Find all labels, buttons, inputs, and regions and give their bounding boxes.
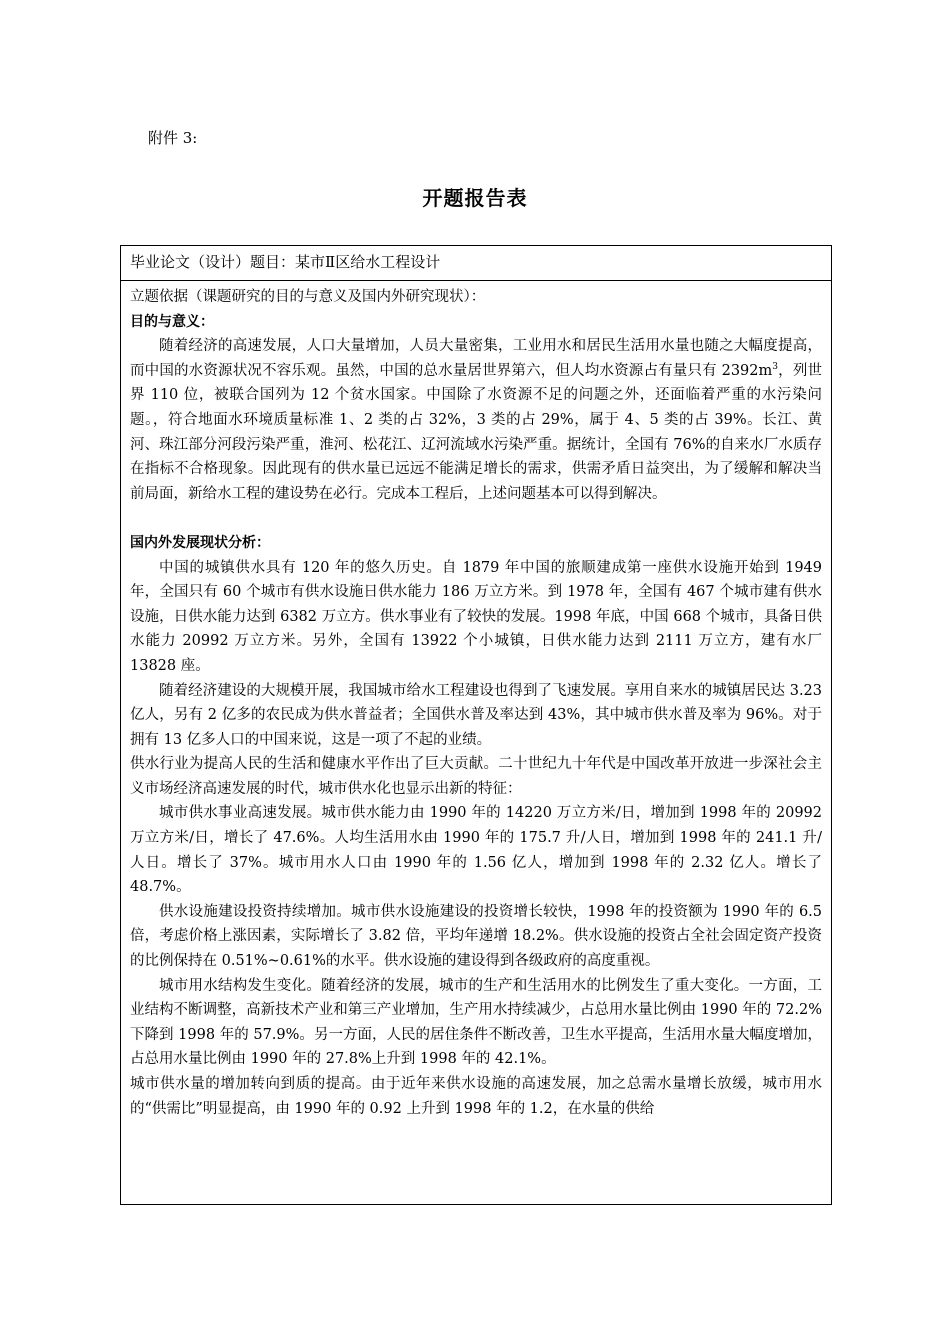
cubic-superscript: 3 xyxy=(772,361,778,372)
purpose-text-a: 随着经济的高速发展，人口大量增加，人员大量密集，工业用水和居民生活用水量也随之大幅度提高，而中国的水资源状况不容乐观。虽然，中国的总水量居世界第六，但人均水资源占有量只有 2392m xyxy=(130,338,822,379)
proposal-form-table xyxy=(120,245,832,1205)
rapid-development-paragraph: 随着经济建设的大规模开展，我国城市给水工程建设也得到了飞速发展。享用自来水的城镇居民达 3.23 亿人，另有 2 亿多的农民成为供水普益者；全国供水普及率达到 43%，其中城市供水普及率为 96%。对于拥有 13 亿多人口的中国来说，这是一项了不起的业绩。 xyxy=(130,682,822,748)
quality-paragraph: 城市供水量的增加转向到质的提高。由于近年来供水设施的高速发展，加之总需水量增长放缓，城市用水的“供需比”明显提高，由 1990 年的 0.92 上升到 1998 年的 1.2，在水量的供给 xyxy=(130,1076,822,1117)
contribution-paragraph: 供水行业为提高人民的生活和健康水平作出了巨大贡献。二十世纪九十年代是中国改革开放进一步深社会主义市场经济高速发展的时代，城市供水化也显示出新的特征： xyxy=(130,756,822,797)
purpose-paragraph xyxy=(130,334,822,506)
thesis-topic-row: 毕业论文（设计）题目：某市Ⅱ区给水工程设计 xyxy=(121,246,831,281)
investment-paragraph: 供水设施建设投资持续增加。城市供水设施建设的投资增长较快，1998 年的投资额为 1990 年的 6.5 倍，考虑价格上涨因素，实际增长了 3.82 倍，平均年递增 18.2%。供水设施的投资占全社会固定资产投资的比例保持在 0.51%~0.61%的水平。供水设施的建设得到各级政府的高度重视。 xyxy=(130,903,822,970)
history-paragraph: 中国的城镇供水具有 120 年的悠久历史。自 1879 年中国的旅顺建成第一座供水设施开始到 1949 年，全国只有 60 个城市有供水设施日供水能力 186 万立方米。到 1978 年，全国有 467 个城市建有供水设施，日供水能力达到 6382 万立方。供水事业有了较快的发展。1998 年底，中国 668 个城市，具备日供水能力 20992 万立方米。另外，全国有 13922 个小城镇，日供水能力达到 2111 万立方，建有水厂 13828 座。 xyxy=(130,559,822,674)
basis-label: 立题依据（课题研究的目的与意义及国内外研究现状）： xyxy=(130,289,486,305)
document-title: 开题报告表 xyxy=(422,186,528,210)
capacity-paragraph: 城市供水事业高速发展。城市供水能力由 1990 年的 14220 万立方米/日，增加到 1998 年的 20992 万立方米/日，增长了 47.6%。人均生活用水由 1990 年的 175.7 升/人日，增加到 1998 年的 241.1 升/人日。增长了 37%。城市用水人口由 1990 年的 1.56 亿人，增加到 1998 年的 2.32 亿人。增长了 48.7%。 xyxy=(130,805,822,896)
purpose-text-b: ，列世界 110 位，被联合国列为 12 个贫水国家。中国除了水资源不足的问题之外，还面临着严重的水污染问题。，符合地面水环境质量标准 1、2 类的占 32%，3 类的占 29%，属于 4、5 类的占 39%。长江、黄河、珠江部分河段污染严重，淮河、松花江、辽河流域水污染严重。据统计，全国有 76%的自来水厂水质存在指标不合格现象。因此现有的供水量已远远不能满足增长的需求，供需矛盾日益突出，为了缓解和解决当前局面，新给水工程的建设势在必行。完成本工程后，上述问题基本可以得到解决。 xyxy=(130,362,822,502)
attachment-label: 附件 3: xyxy=(148,129,198,147)
purpose-heading: 目的与意义： xyxy=(130,313,214,330)
basis-content-cell xyxy=(121,281,831,1121)
status-heading: 国内外发展现状分析： xyxy=(130,534,270,551)
structure-paragraph: 城市用水结构发生变化。随着经济的发展，城市的生产和生活用水的比例发生了重大变化。一方面，工业结构不断调整，高新技术产业和第三产业增加，生产用水持续减少，占总用水量比例由 1990 年的 72.2%下降到 1998 年的 57.9%。另一方面，人民的居住条件不断改善，卫生水平提高，生活用水量大幅度增加，占总用水量比例由 1990 年的 27.8%上升到 1998 年的 42.1%。 xyxy=(130,977,822,1068)
paragraph-spacer xyxy=(130,506,822,531)
